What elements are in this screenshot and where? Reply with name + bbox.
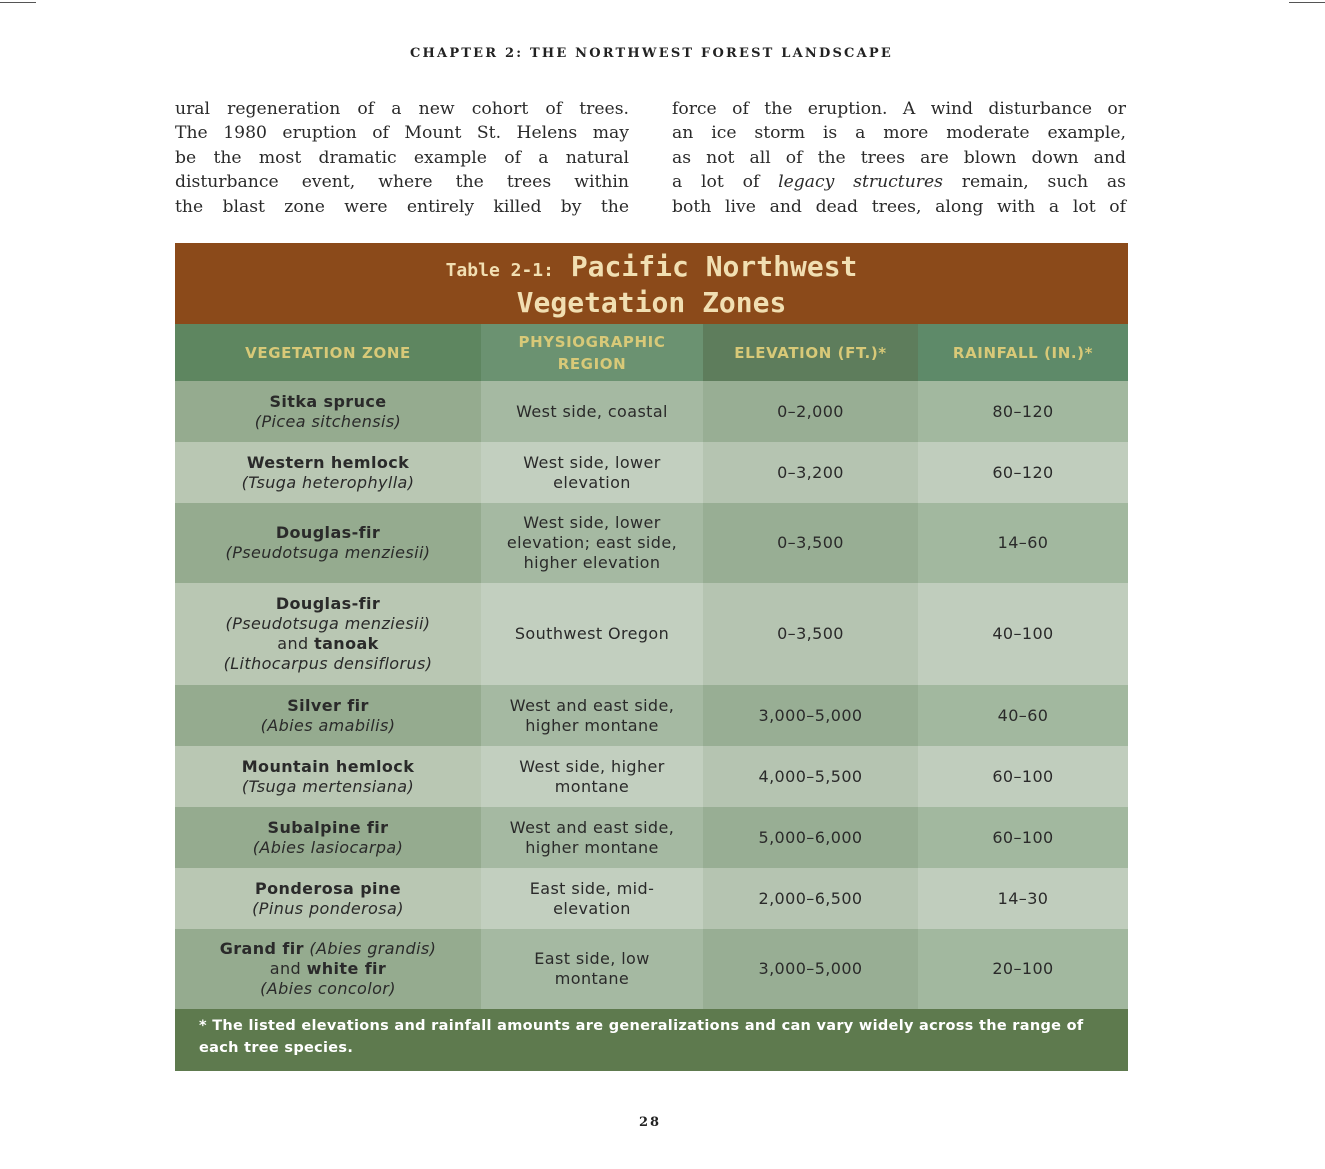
text-line: The 1980 eruption of Mount St. Helens may [175, 123, 629, 144]
region-cell: East side, mid-elevation [481, 868, 703, 929]
table-row [175, 746, 1128, 807]
zone-cell: Western hemlock (Tsuga heterophylla) [175, 442, 481, 503]
text-line: as not all of the trees are blown down and [672, 147, 1126, 168]
text-line: be the most dramatic example of a natural [175, 147, 629, 168]
table-row [175, 868, 1128, 929]
rainfall-cell: 14–60 [918, 503, 1128, 583]
crop-mark-left [0, 2, 36, 3]
table-title-line-2: Vegetation Zones [516, 286, 787, 319]
elevation-cell: 5,000–6,000 [703, 807, 918, 868]
elevation-cell: 0–3,500 [703, 583, 918, 685]
table-number: Table 2-1: [445, 260, 554, 281]
elevation-cell: 0–2,000 [703, 381, 918, 442]
elevation-cell: 3,000–5,000 [703, 929, 918, 1009]
table-row [175, 442, 1128, 503]
table-row [175, 583, 1128, 685]
column-header-region: PHYSIOGRAPHIC REGION [481, 324, 703, 381]
table-title-line-1: Pacific Northwest [570, 250, 858, 283]
zone-cell: Ponderosa pine (Pinus ponderosa) [175, 868, 481, 929]
elevation-cell: 0–3,500 [703, 503, 918, 583]
rainfall-cell: 60–100 [918, 807, 1128, 868]
rainfall-cell: 14–30 [918, 868, 1128, 929]
column-header-zone: VEGETATION ZONE [175, 324, 481, 381]
text-line: an ice storm is a more moderate example, [672, 123, 1126, 144]
text-line: ural regeneration of a new cohort of trees. [175, 99, 629, 119]
body-column-right [672, 97, 1126, 219]
region-cell: West side, lower elevation [481, 442, 703, 503]
zone-cell: Subalpine fir (Abies lasiocarpa) [175, 807, 481, 868]
table-row [175, 685, 1128, 746]
zone-cell: Mountain hemlock (Tsuga mertensiana) [175, 746, 481, 807]
text-line: disturbance event, where the trees within [175, 172, 629, 193]
elevation-cell: 3,000–5,000 [703, 685, 918, 746]
rainfall-cell: 40–60 [918, 685, 1128, 746]
rainfall-cell: 60–100 [918, 746, 1128, 807]
vegetation-zones-table [175, 243, 1128, 1071]
text-line: force of the eruption. A wind disturbance or [672, 99, 1126, 119]
zone-cell: Sitka spruce (Picea sitchensis) [175, 381, 481, 442]
region-cell: Southwest Oregon [481, 583, 703, 685]
table-header-row [175, 324, 1128, 381]
elevation-cell: 0–3,200 [703, 442, 918, 503]
elevation-cell: 4,000–5,500 [703, 746, 918, 807]
region-cell: East side, low montane [481, 929, 703, 1009]
region-cell: West and east side, higher montane [481, 807, 703, 868]
table-row [175, 381, 1128, 442]
text-line: a lot of legacy structures remain, such as [672, 172, 1126, 193]
emphasis-term: legacy structures [778, 172, 943, 193]
rainfall-cell: 20–100 [918, 929, 1128, 1009]
zone-cell: Silver fir (Abies amabilis) [175, 685, 481, 746]
elevation-cell: 2,000–6,500 [703, 868, 918, 929]
page-number: 28 [638, 1115, 662, 1130]
running-header: CHAPTER 2: THE NORTHWEST FOREST LANDSCAPE [410, 46, 893, 61]
column-header-elevation: ELEVATION (FT.)* [703, 324, 918, 381]
rainfall-cell: 60–120 [918, 442, 1128, 503]
rainfall-cell: 80–120 [918, 381, 1128, 442]
body-column-left [175, 97, 629, 219]
table-row [175, 503, 1128, 583]
table-row [175, 807, 1128, 868]
table-footnote: * The listed elevations and rainfall amounts are generalizations and can vary widely across the range of each tree species. [175, 1009, 1128, 1071]
table-title [175, 243, 1128, 324]
data-table [175, 324, 1128, 1009]
region-cell: West side, higher montane [481, 746, 703, 807]
region-cell: West and east side, higher montane [481, 685, 703, 746]
region-cell: West side, lower elevation; east side, higher elevation [481, 503, 703, 583]
table-row [175, 929, 1128, 1009]
region-cell: West side, coastal [481, 381, 703, 442]
text-line: both live and dead trees, along with a lot of [672, 196, 1126, 217]
zone-cell: Douglas-fir (Pseudotsuga menziesii) and tanoak (Lithocarpus densiflorus) [175, 583, 481, 685]
zone-cell: Grand fir (Abies grandis) and white fir (Abies concolor) [175, 929, 481, 1009]
column-header-rainfall: RAINFALL (IN.)* [918, 324, 1128, 381]
rainfall-cell: 40–100 [918, 583, 1128, 685]
zone-cell: Douglas-fir (Pseudotsuga menziesii) [175, 503, 481, 583]
text-line: the blast zone were entirely killed by the [175, 196, 629, 217]
crop-mark-right [1289, 2, 1325, 3]
